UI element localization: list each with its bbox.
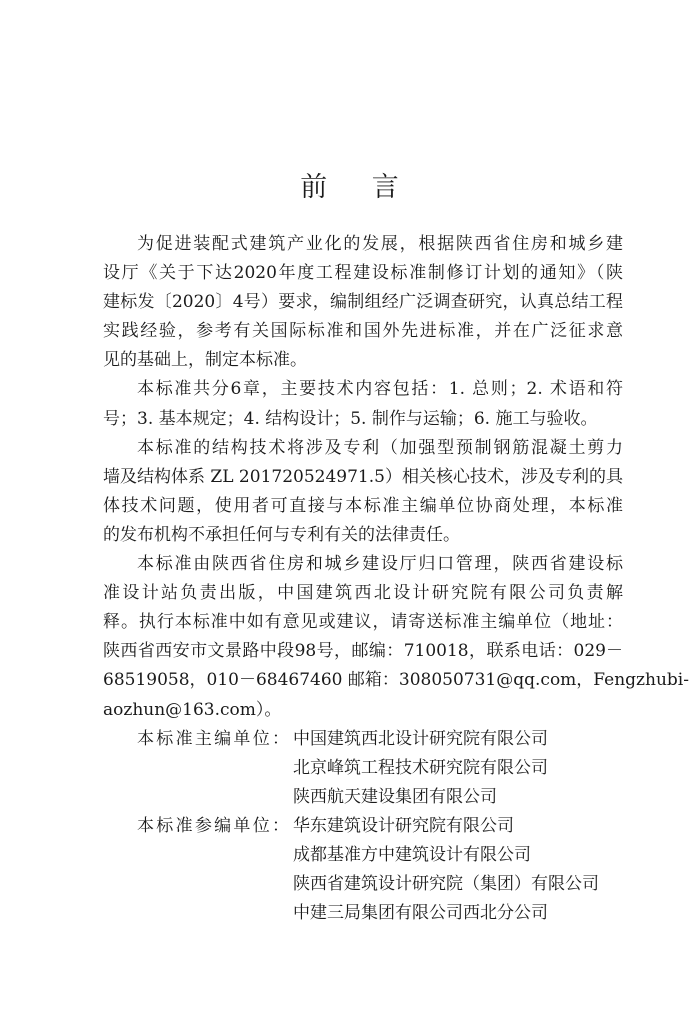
participant-unit: 华东建筑设计研究院有限公司: [293, 815, 514, 836]
participant-unit-row: [103, 870, 623, 899]
paragraph-line: 实践经验，参考有关国际标准和国外先进标准，并在广泛征求意: [103, 321, 623, 342]
participant-unit-row: [103, 812, 623, 841]
chief-unit-row: [103, 754, 623, 783]
paragraph-line: 释。执行本标准中如有意见或建议，请寄送标准主编单位（地址：: [103, 612, 623, 633]
paragraph-line: 准设计站负责出版，中国建筑西北设计研究院有限公司负责解: [103, 583, 623, 604]
chief-unit-row: [103, 725, 623, 754]
participant-unit: 中建三局集团有限公司西北分公司: [293, 903, 548, 924]
paragraph-line: 建标发〔2020〕4号）要求，编制组经广泛调查研究，认真总结工程: [103, 292, 623, 313]
participant-unit: 陕西省建筑设计研究院（集团）有限公司: [293, 874, 599, 895]
paragraph-line: 为促进装配式建筑产业化的发展，根据陕西省住房和城乡建: [137, 234, 623, 254]
chief-unit-row: [103, 783, 623, 812]
paragraph-line: 见的基础上，制定本标准。: [103, 350, 307, 371]
paragraph-line: 的发布机构不承担任何与专利有关的法律责任。: [103, 524, 460, 545]
paragraph-line: aozhun@163.com）。: [103, 699, 282, 720]
chief-units-label: 本标准主编单位：: [137, 728, 289, 749]
chief-unit: 北京峰筑工程技术研究院有限公司: [293, 757, 548, 778]
participant-unit: 成都基准方中建筑设计有限公司: [293, 844, 531, 865]
chief-unit: 中国建筑西北设计研究院有限公司: [293, 728, 548, 749]
preface-body: [103, 230, 689, 928]
paragraph-line: 本标准的结构技术将涉及专利（加强型预制钢筋混凝土剪力: [137, 437, 623, 458]
paragraph-line: 墙及结构体系 ZL 201720524971.5）相关核心技术，涉及专利的具: [103, 466, 623, 487]
paragraph-line: 本标准由陕西省住房和城乡建设厅归口管理，陕西省建设标: [137, 554, 623, 575]
paragraph-line: 设厅《关于下达2020年度工程建设标准制修订计划的通知》（陕: [103, 263, 623, 284]
participant-unit-row: [103, 841, 623, 870]
paragraph-line: 号；3. 基本规定；4. 结构设计；5. 制作与运输；6. 施工与验收。: [103, 408, 598, 429]
paragraph-line: 体技术问题，使用者可直接与本标准主编单位协商处理，本标准: [103, 495, 623, 516]
paragraph-line: 68519058，010－68467460 邮箱：308050731@qq.com，Fengzhubi-: [103, 670, 689, 691]
paragraph-line: 本标准共分6章，主要技术内容包括：1. 总则；2. 术语和符: [137, 379, 623, 400]
paragraph-line: 陕西省西安市文景路中段98号，邮编：710018，联系电话：029－: [103, 641, 623, 662]
page-title: 前 言: [300, 172, 417, 203]
participant-units-label: 本标准参编单位：: [137, 815, 289, 836]
participant-unit-row: [103, 899, 623, 928]
chief-unit: 陕西航天建设集团有限公司: [293, 786, 497, 807]
